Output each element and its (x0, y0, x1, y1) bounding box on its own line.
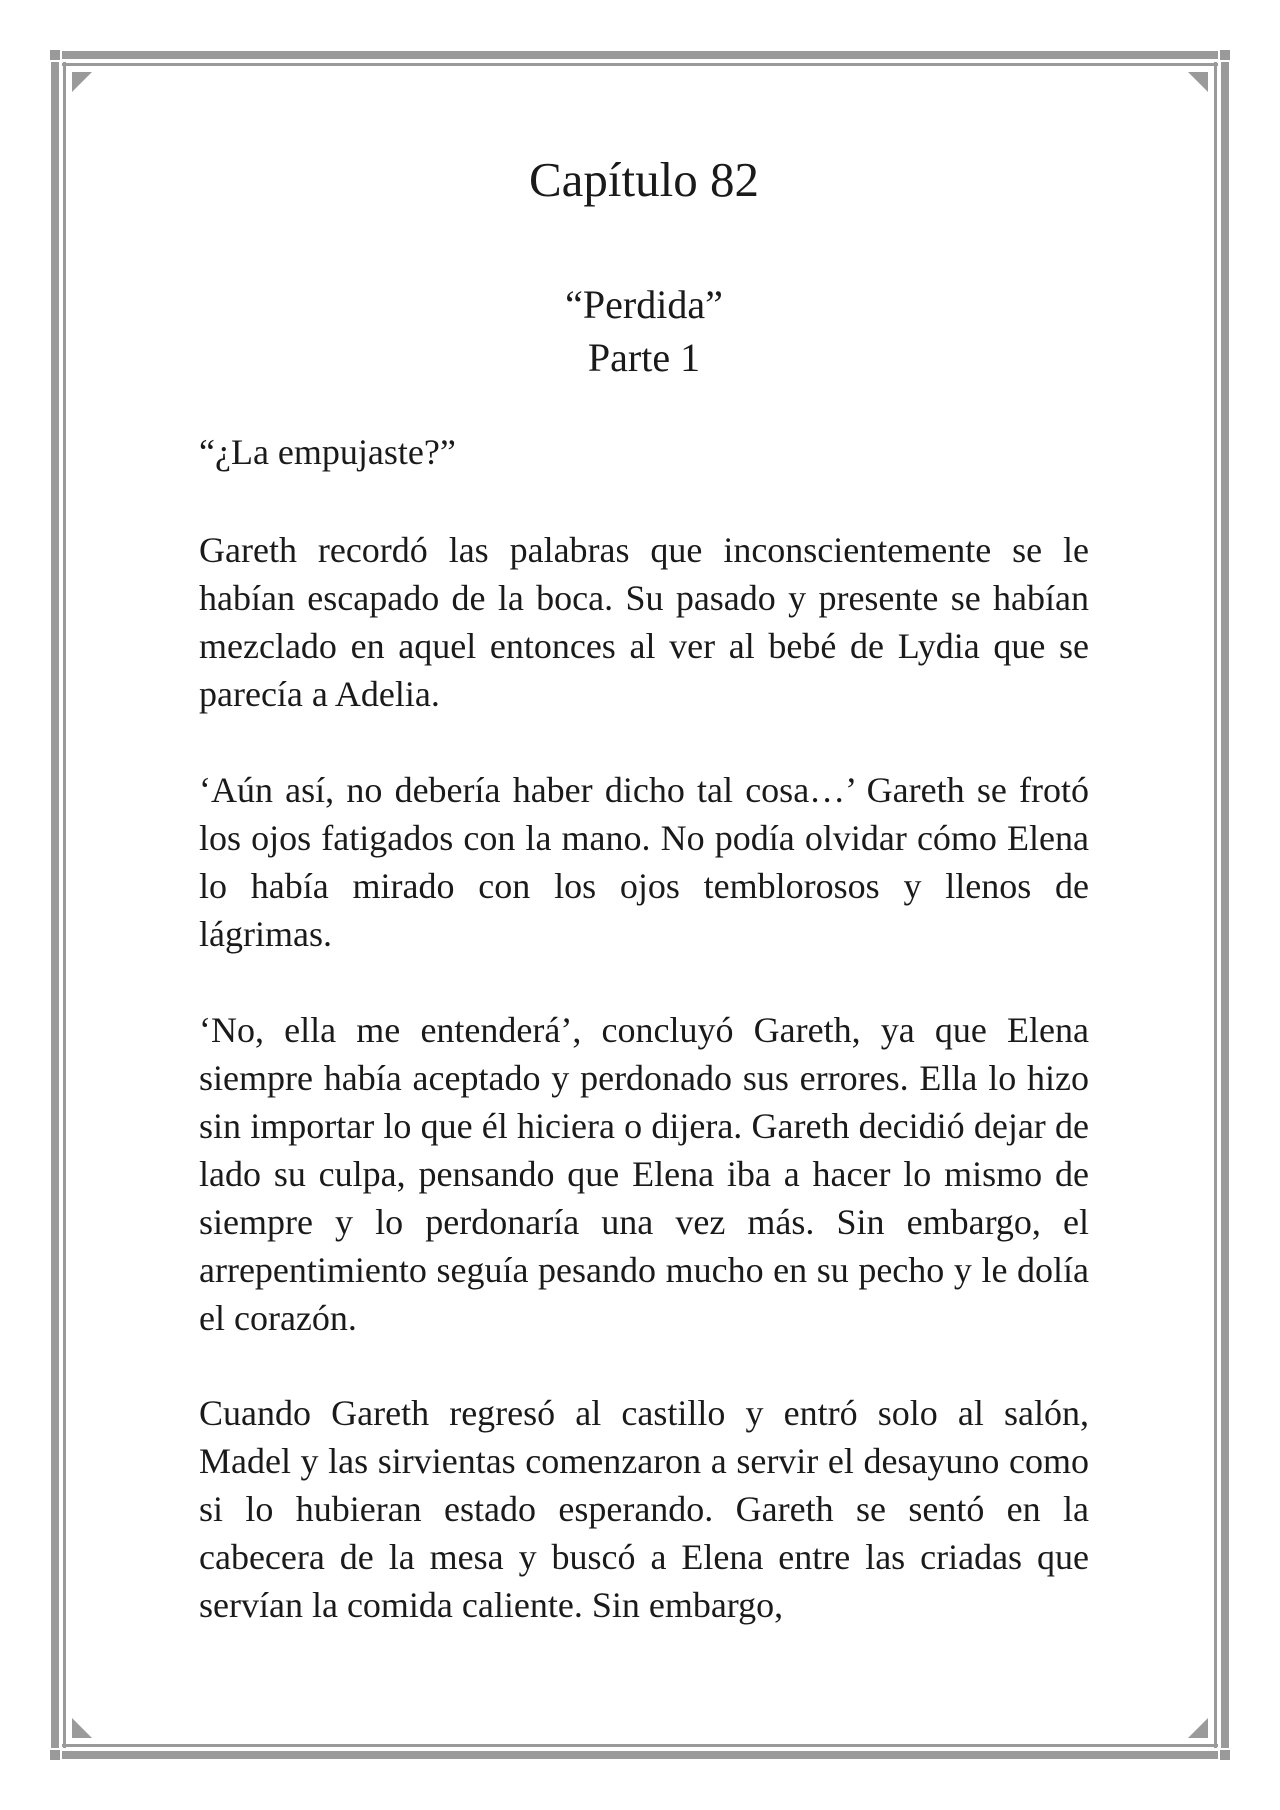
corner-triangle-tl (72, 72, 92, 92)
corner-square-bl (50, 1750, 60, 1760)
paragraph: Gareth recordó las palabras que inconscientemente se le habían escapado de la boca. Su pasado y presente se habían mezclado en aquel entonces al ver al bebé de Lydia que se parecía a Adelia. (199, 530, 1089, 714)
corner-triangle-bl (72, 1718, 92, 1738)
corner-triangle-br (1188, 1718, 1208, 1738)
chapter-subtitle: “Perdida” (565, 282, 723, 327)
border-right-outer (1221, 62, 1229, 1748)
border-bottom-inner (62, 1744, 1218, 1747)
chapter-title: Capítulo 82 (528, 152, 760, 207)
border-top-outer (62, 51, 1218, 59)
border-right-inner (1214, 62, 1217, 1748)
paragraph-dialogue: “¿La empujaste?” (199, 432, 456, 472)
border-left-outer (51, 62, 59, 1748)
corner-square-br (1220, 1750, 1230, 1760)
paragraph: ‘No, ella me entenderá’, concluyó Gareth, ya que Elena siempre había aceptado y perdonado sus errores. Ella lo hizo sin importar lo que él hiciera o dijera. Gareth decidió dejar de lado su culpa, pensando que Elena iba a hacer lo mismo de siempre y lo perdonaría una vez más. Sin embargo, el arrepentimiento seguía pesando mucho en su pecho y le dolía el corazón. (199, 1010, 1089, 1338)
corner-square-tr (1220, 50, 1230, 60)
chapter-part: Parte 1 (587, 335, 701, 380)
corner-square-tl (50, 50, 60, 60)
border-bottom-outer (62, 1751, 1218, 1759)
paragraph: Cuando Gareth regresó al castillo y entró solo al salón, Madel y las sirvientas comenzaron a servir el desayuno como si lo hubieran estado esperando. Gareth se sentó en la cabecera de la mesa y buscó a Elena entre las criadas que servían la comida caliente. Sin embargo, (199, 1393, 1089, 1625)
border-left-inner (63, 62, 66, 1748)
corner-triangle-tr (1188, 72, 1208, 92)
paragraph: ‘Aún así, no debería haber dicho tal cosa…’ Gareth se frotó los ojos fatigados con la mano. No podía olvidar cómo Elena lo había mirado con los ojos temblorosos y llenos de lágrimas. (199, 770, 1089, 954)
border-top-inner (62, 63, 1218, 66)
